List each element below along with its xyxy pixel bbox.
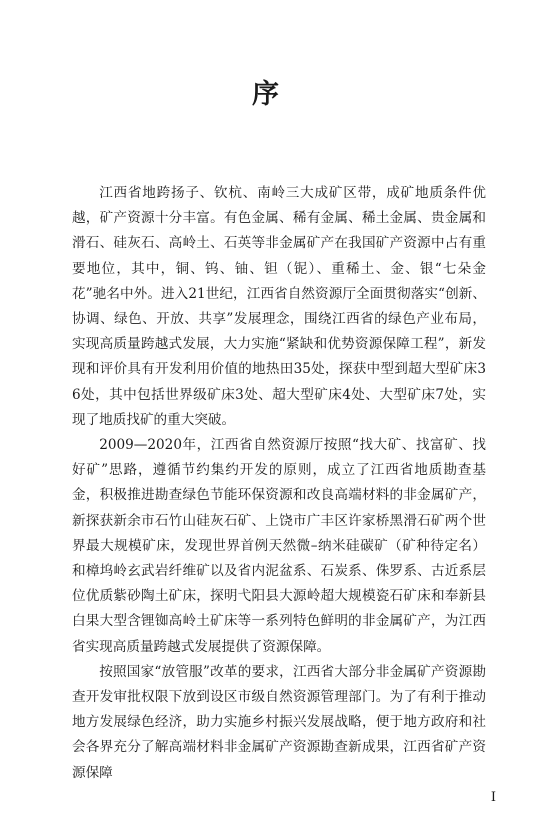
page-title: 序 (252, 79, 281, 110)
paragraph-2: 2009—2020年，江西省自然资源厅按照“找大矿、找富矿、找好矿”思路，遵循节约集约开发的原则，成立了江西省地质勘查基金，积极推进勘查绿色节能环保资源和改良高端材料的非金属矿产，新探获新余市石竹山硅灰石矿、上饶市广丰区许家桥黑滑石矿两个世界最大规模矿床，发现世界首例天然微–纳米硅碳矿（矿种待定名）和樟坞岭玄武岩纤维矿以及省内泥盆系、石炭系、侏罗系、古近系层位优质紫砂陶土矿床，探明弋阳县大源岭超大规模瓷石矿床和奉新县白果大型含锂铷高岭土矿床等一系列特色鲜明的非金属矿产，为江西省实现高质量跨越式发展提供了资源保障。 (72, 437, 486, 655)
paragraph-3: 按照国家“放管服”改革的要求，江西省大部分非金属矿产资源勘查开发审批权限下放到设区市级自然资源管理部门。为了有利于推动地方发展绿色经济，助力实施乡村振兴发展战略，便于地方政府和社会各界充分了解高端材料非金属矿产资源勘查新成果，江西省矿产资源保障 (72, 663, 486, 781)
preface-body (72, 181, 486, 786)
paragraph-1: 江西省地跨扬子、钦杭、南岭三大成矿区带，成矿地质条件优越，矿产资源十分丰富。有色金属、稀有金属、稀土金属、贵金属和滑石、硅灰石、高岭土、石英等非金属矿产在我国矿产资源中占有重要地位，其中，铜、钨、铀、钽（铌）、重稀土、金、银“七朵金花”驰名中外。进入21世纪，江西省自然资源厅全面贯彻落实“创新、协调、绿色、开放、共享”发展理念，围绕江西省的绿色产业布局，实现高质量跨越式发展，大力实施“紧缺和优势资源保障工程”，新发现和评价具有开发利用价值的地热田35处，探获中型到超大型矿床36处，其中包括世界级矿床3处、超大型矿床4处、大型矿床7处，实现了地质找矿的重大突破。 (72, 185, 486, 428)
page-number: I (490, 790, 496, 805)
